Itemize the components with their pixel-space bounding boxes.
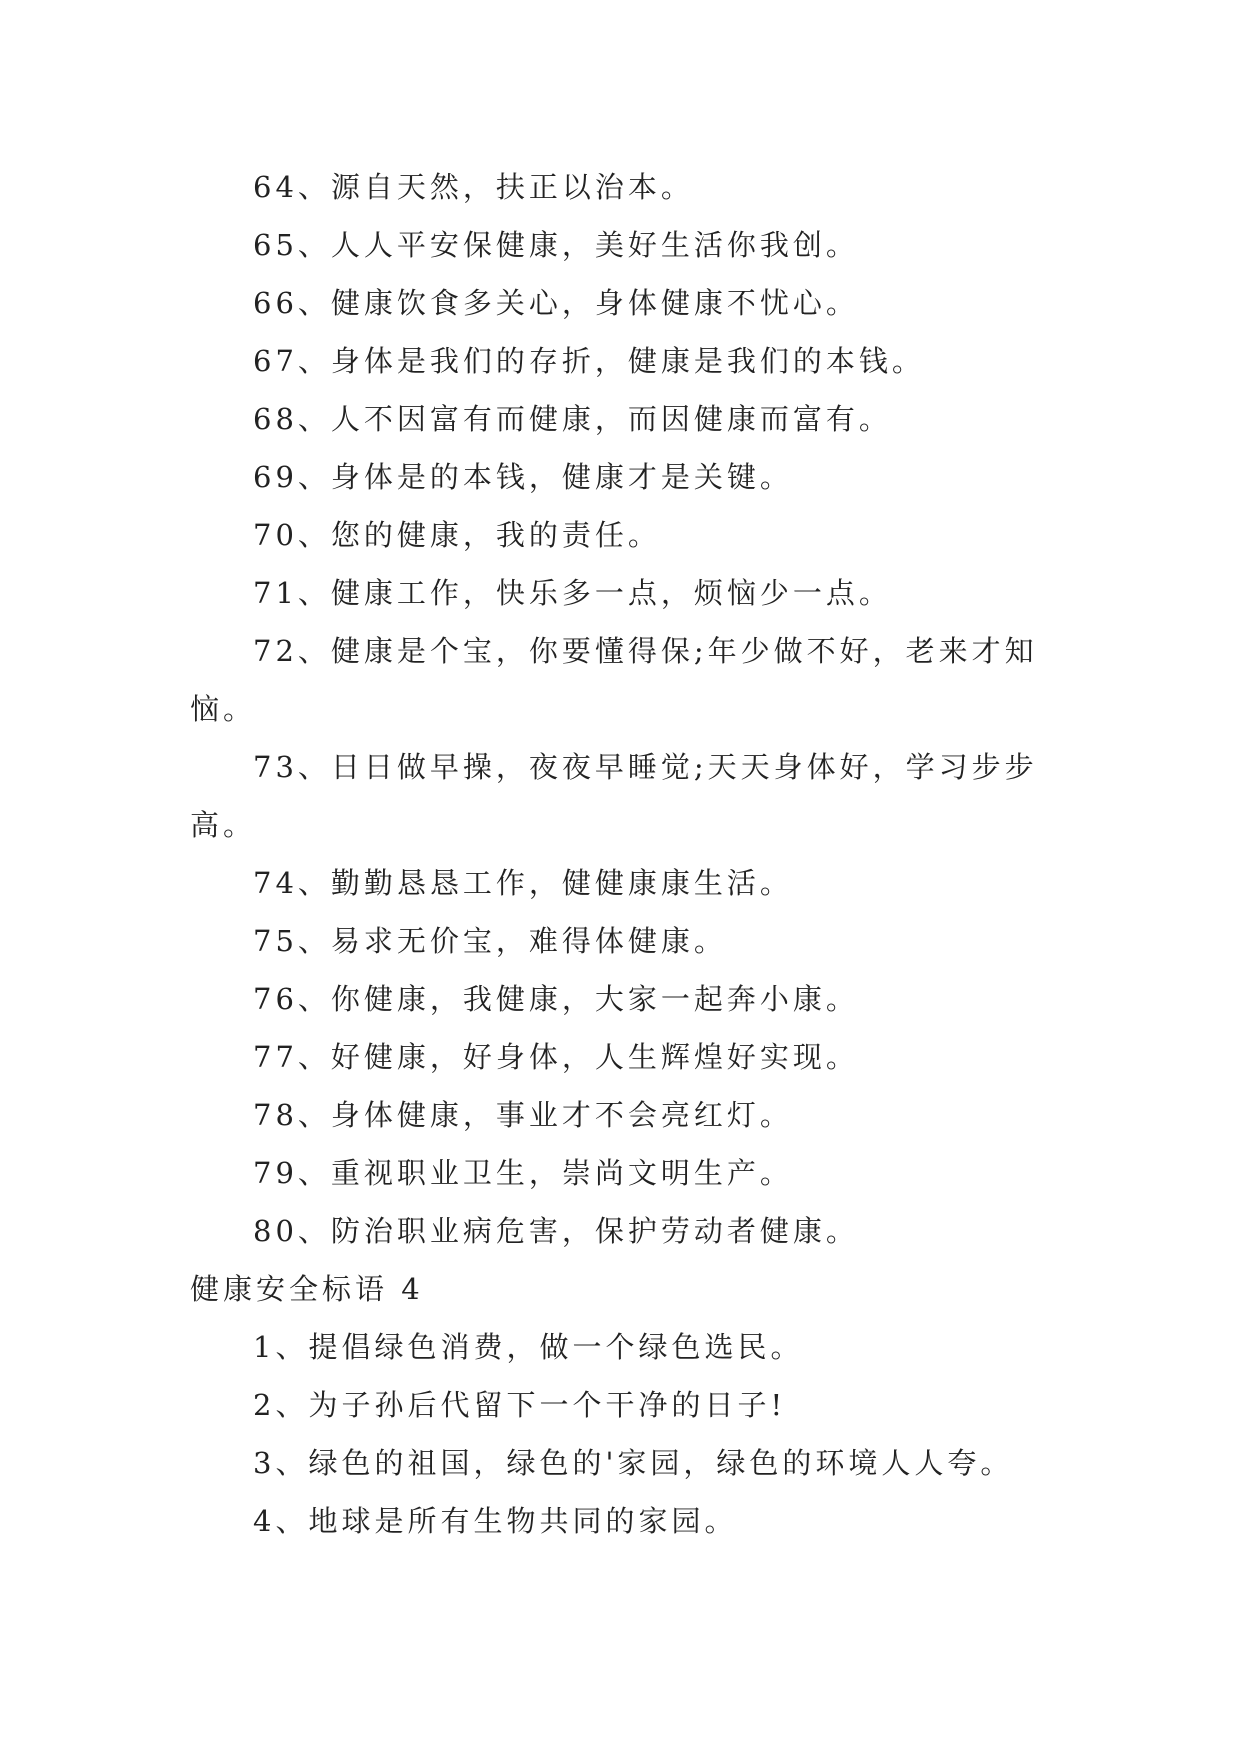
slogan-76: 76、你健康，我健康，大家一起奔小康。 (253, 982, 859, 1016)
slogan-72-continuation: 恼。 (190, 692, 257, 726)
slogan-72: 72、健康是个宝，你要懂得保;年少做不好，老来才知 (253, 634, 1038, 668)
slogan-1: 1、提倡绿色消费，做一个绿色选民。 (253, 1330, 804, 1364)
slogan-64: 64、源自天然，扶正以治本。 (253, 170, 694, 204)
slogan-3: 3、绿色的祖国，绿色的'家园，绿色的环境人人夸。 (253, 1446, 1014, 1480)
slogan-75: 75、易求无价宝，难得体健康。 (253, 924, 727, 958)
slogan-78: 78、身体健康，事业才不会亮红灯。 (253, 1098, 793, 1132)
slogan-79: 79、重视职业卫生，崇尚文明生产。 (253, 1156, 793, 1190)
slogan-74: 74、勤勤恳恳工作，健健康康生活。 (253, 866, 793, 900)
slogan-67: 67、身体是我们的存折，健康是我们的本钱。 (253, 344, 925, 378)
slogan-69: 69、身体是的本钱，健康才是关键。 (253, 460, 793, 494)
slogan-65: 65、人人平安保健康，美好生活你我创。 (253, 228, 859, 262)
slogan-68: 68、人不因富有而健康，而因健康而富有。 (253, 402, 892, 436)
slogan-2: 2、为子孙后代留下一个干净的日子! (253, 1388, 787, 1422)
slogan-66: 66、健康饮食多关心，身体健康不忧心。 (253, 286, 859, 320)
slogan-80: 80、防治职业病危害，保护劳动者健康。 (253, 1214, 859, 1248)
slogan-73-continuation: 高。 (190, 808, 257, 842)
slogan-71: 71、健康工作，快乐多一点，烦恼少一点。 (253, 576, 892, 610)
section-heading: 健康安全标语 4 (190, 1272, 424, 1306)
slogan-4: 4、地球是所有生物共同的家园。 (253, 1504, 738, 1538)
document-body (190, 158, 1050, 1550)
slogan-70: 70、您的健康，我的责任。 (253, 518, 661, 552)
slogan-73: 73、日日做早操，夜夜早睡觉;天天身体好，学习步步 (253, 750, 1038, 784)
slogan-77: 77、好健康，好身体，人生辉煌好实现。 (253, 1040, 859, 1074)
